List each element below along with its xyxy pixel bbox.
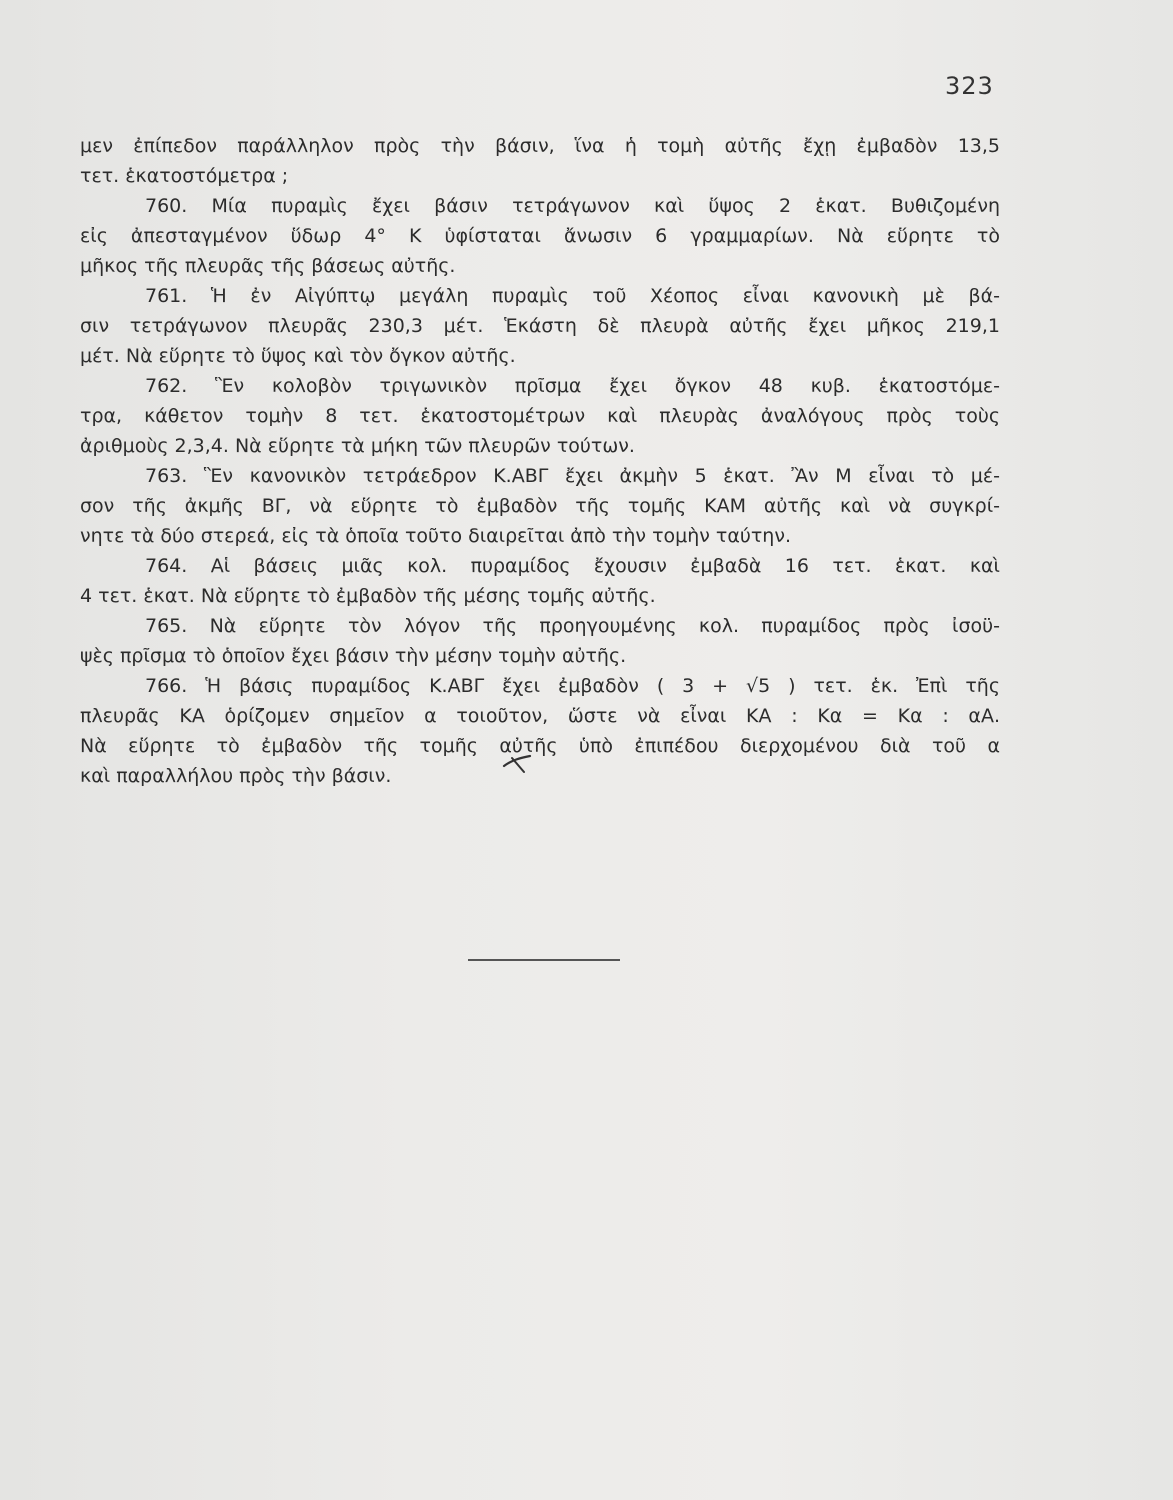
exercise-765-start: 765. Νὰ εὕρητε τὸν λόγον τῆς προηγουμένης κολ. πυραμίδος πρὸς ἰσοϋ- <box>145 615 1000 637</box>
text-line: καὶ παραλλήλου πρὸς τὴν βάσιν. <box>80 765 392 787</box>
text-line: 4 τετ. ἑκατ. Νὰ εὕρητε τὸ ἐμβαδὸν τῆς μέσης τομῆς αὐτῆς. <box>80 585 656 607</box>
text-line: νητε τὰ δύο στερεά, εἰς τὰ ὁποῖα τοῦτο διαιρεῖται ἀπὸ τὴν τομὴν ταύτην. <box>80 525 792 547</box>
handwritten-mark-icon <box>502 752 532 776</box>
text-line: μέτ. Νὰ εὕρητε τὸ ὕψος καὶ τὸν ὄγκον αὐτῆς. <box>80 345 516 367</box>
exercise-text <box>80 131 1000 791</box>
exercise-764-start: 764. Αἱ βάσεις μιᾶς κολ. πυραμίδος ἔχουσιν ἐμβαδὰ 16 τετ. ἑκατ. καὶ <box>145 555 1000 577</box>
exercise-763-start: 763. Ἓν κανονικὸν τετράεδρον Κ.ΑΒΓ ἔχει ἀκμὴν 5 ἑκατ. Ἂν Μ εἶναι τὸ μέ- <box>145 465 1000 487</box>
text-line: εἰς ἀπεσταγμένον ὕδωρ 4° Κ ὑφίσταται ἄνωσιν 6 γραμμαρίων. Νὰ εὕρητε τὸ <box>80 225 1000 247</box>
exercise-762-start: 762. Ἓν κολοβὸν τριγωνικὸν πρῖσμα ἔχει ὄγκον 48 κυβ. ἑκατοστόμε- <box>145 375 1000 397</box>
text-line: σον τῆς ἀκμῆς ΒΓ, νὰ εὕρητε τὸ ἐμβαδὸν τῆς τομῆς ΚΑΜ αὐτῆς καὶ νὰ συγκρί- <box>80 495 1000 517</box>
text-line: μεν ἐπίπεδον παράλληλον πρὸς τὴν βάσιν, ἵνα ἡ τομὴ αὐτῆς ἔχῃ ἐμβαδὸν 13,5 <box>80 135 1000 157</box>
text-line: ψὲς πρῖσμα τὸ ὁποῖον ἔχει βάσιν τὴν μέσην τομὴν αὐτῆς. <box>80 645 627 667</box>
text-line: Νὰ εὕρητε τὸ ἐμβαδὸν τῆς τομῆς αὐτῆς ὑπὸ ἐπιπέδου διερχομένου διὰ τοῦ α <box>80 735 1000 757</box>
exercise-766-start: 766. Ἡ βάσις πυραμίδος Κ.ΑΒΓ ἔχει ἐμβαδὸν ( 3 + √5 ) τετ. ἑκ. Ἐπὶ τῆς <box>145 675 1000 697</box>
exercise-761-start: 761. Ἡ ἐν Αἰγύπτῳ μεγάλη πυραμὶς τοῦ Χέοπος εἶναι κανονικὴ μὲ βά- <box>145 285 1000 307</box>
text-line: σιν τετράγωνον πλευρᾶς 230,3 μέτ. Ἑκάστη δὲ πλευρὰ αὐτῆς ἔχει μῆκος 219,1 <box>80 315 1000 337</box>
text-line: τετ. ἑκατοστόμετρα ; <box>80 165 289 187</box>
section-divider <box>468 959 620 961</box>
text-line: τρα, κάθετον τομὴν 8 τετ. ἑκατοστομέτρων καὶ πλευρὰς ἀναλόγους πρὸς τοὺς <box>80 405 1000 427</box>
page-number: 323 <box>945 72 994 100</box>
text-line: μῆκος τῆς πλευρᾶς τῆς βάσεως αὐτῆς. <box>80 255 456 277</box>
text-line: ἀριθμοὺς 2,3,4. Νὰ εὕρητε τὰ μήκη τῶν πλευρῶν τούτων. <box>80 435 635 457</box>
exercise-760-start: 760. Μία πυραμὶς ἔχει βάσιν τετράγωνον καὶ ὕψος 2 ἑκατ. Βυθιζομένη <box>145 195 1000 217</box>
text-line: πλευρᾶς ΚΑ ὁρίζομεν σημεῖον α τοιοῦτον, ὥστε νὰ εἶναι ΚΑ : Κα = Κα : αΑ. <box>80 705 1000 727</box>
